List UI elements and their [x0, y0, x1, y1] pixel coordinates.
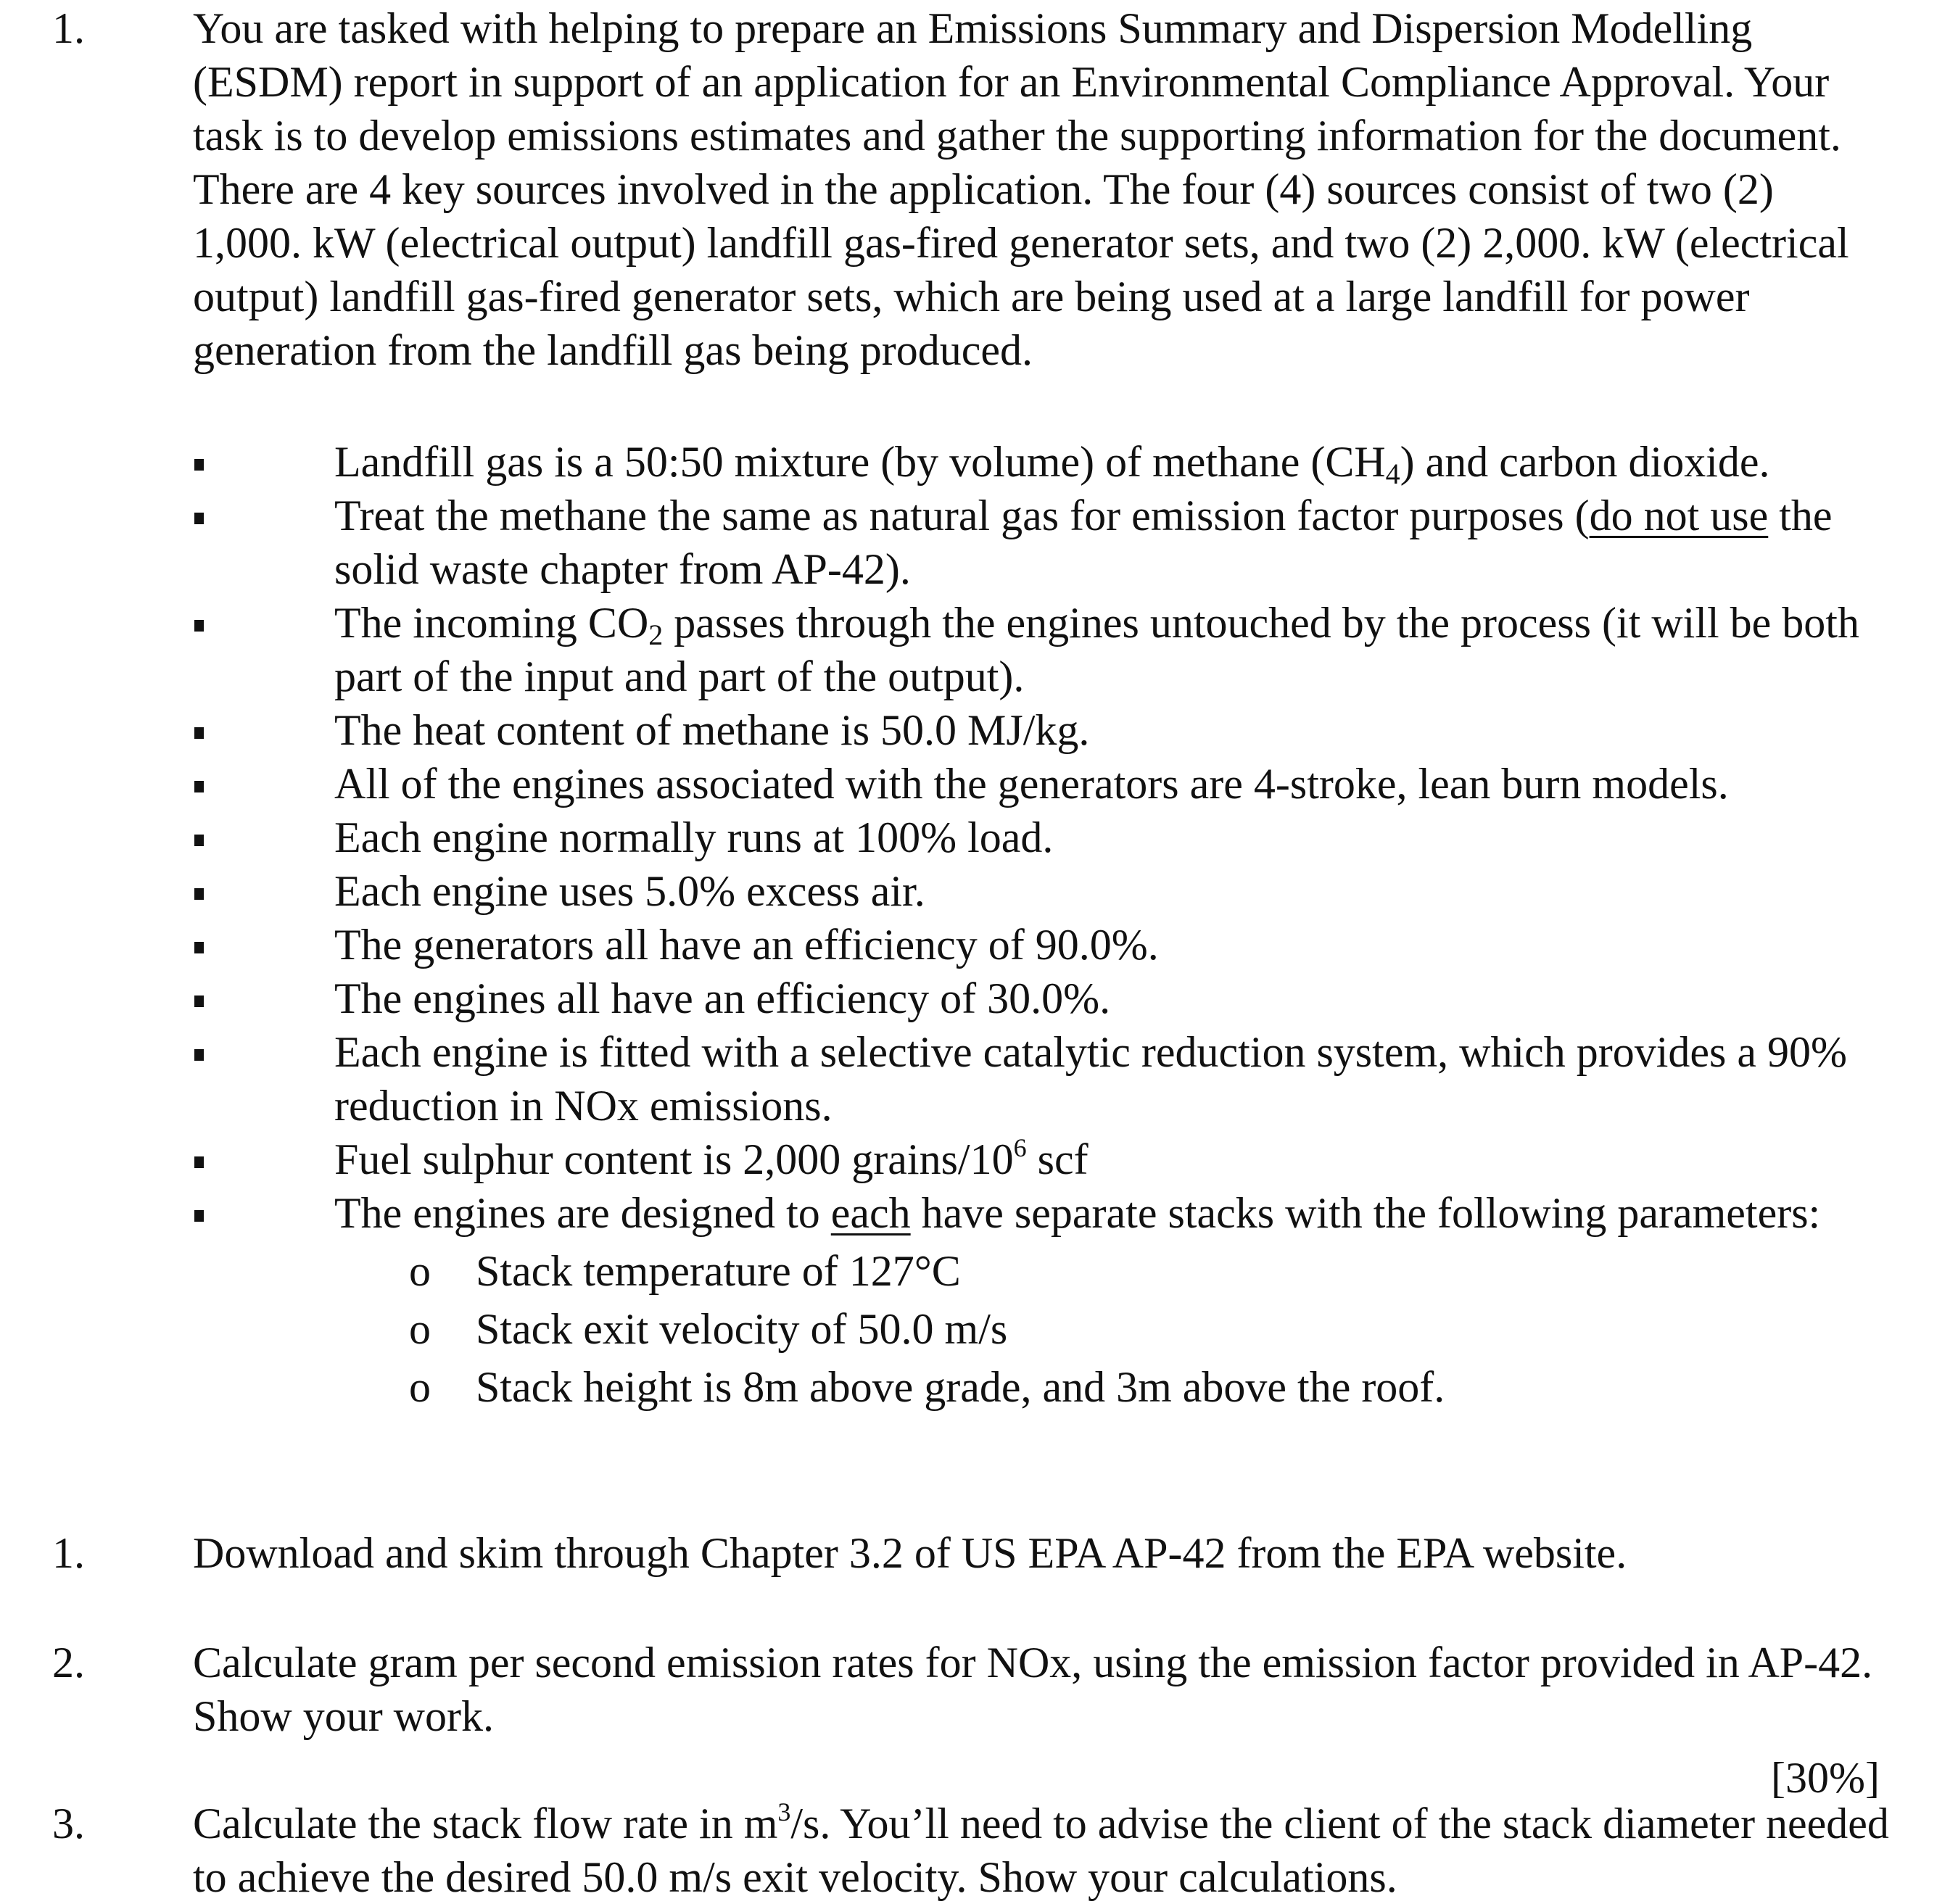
list-item: The heat content of methane is 50.0 MJ/kg.	[193, 703, 1890, 757]
square-bullet-icon	[194, 727, 204, 739]
question-text: Download and skim through Chapter 3.2 of US EPA AP-42 from the EPA website.	[193, 1529, 1627, 1577]
list-item: The engines are designed to each have separate stacks with the following parameters:	[193, 1186, 1890, 1240]
marks-weight: [30%]	[1771, 1754, 1880, 1802]
assumption-list	[193, 435, 1890, 1418]
stack-parameter-list	[193, 1244, 1890, 1414]
question-text: Calculate gram per second emission rates for NOx, using the emission factor provided in AP-42. Show your work.	[193, 1639, 1873, 1740]
circle-bullet-icon: o	[409, 1247, 431, 1295]
circle-bullet-icon: o	[409, 1305, 431, 1353]
list-item: The engines all have an efficiency of 30.0%.	[193, 972, 1890, 1025]
intro-paragraph: You are tasked with helping to prepare an Emissions Summary and Dispersion Modelling (ESDM) report in support of an application for an Environmental Compliance Approval. Your task is to develop emissions estimates and gather the supporting information for the document. There are 4 key sources involved in the application. The four (4) sources consist of two (2) 1,000. kW (electrical output) landfill gas-fired generator sets, and two (2) 2,000. kW (electrical output) landfill gas-fired generator sets, which are being used at a large landfill for power generation from the landfill gas being produced.	[193, 4, 1849, 374]
square-bullet-icon	[194, 620, 204, 632]
list-item: The incoming $CO_2$ passes through the engines untouched by the process (it will be both part of the input and part of the output).	[193, 596, 1890, 703]
list-item: o Stack temperature of 127°C	[193, 1244, 1890, 1298]
list-item: Each engine uses 5.0% excess air.	[193, 864, 1890, 918]
square-bullet-icon	[194, 835, 204, 846]
square-bullet-icon	[194, 888, 204, 900]
square-bullet-icon	[194, 1049, 204, 1061]
circle-bullet-icon: o	[409, 1363, 431, 1411]
list-item: Landfill gas is a 50:50 mixture (by volume) of methane $(CH_4)$ and carbon dioxide.	[193, 435, 1890, 489]
list-item: The generators all have an efficiency of 90.0%.	[193, 918, 1890, 972]
square-bullet-icon	[194, 996, 204, 1007]
square-bullet-icon	[194, 459, 204, 471]
list-item: o Stack height is 8m above grade, and 3m above the roof.	[193, 1360, 1890, 1414]
list-item: Each engine normally runs at 100% load.	[193, 811, 1890, 864]
square-bullet-icon	[194, 513, 204, 524]
question-text: Calculate the stack flow rate in $m^3/s$. You’ll need to advise the client of the stack diameter needed to achieve the desired 50.0 m/s exit velocity. Show your calculations.	[193, 1797, 1889, 1901]
list-item: All of the engines associated with the generators are 4-stroke, lean burn models.	[193, 757, 1890, 811]
list-item: Fuel sulphur content is 2,000 grains/$10^6$ scf	[193, 1133, 1890, 1186]
list-item: Each engine is fitted with a selective catalytic reduction system, which provides a 90% reduction in NOx emissions.	[193, 1025, 1890, 1133]
square-bullet-icon	[194, 942, 204, 953]
question-number: 1.	[52, 1529, 85, 1577]
square-bullet-icon	[194, 781, 204, 792]
square-bullet-icon	[194, 1210, 204, 1222]
question-number: 2.	[52, 1639, 85, 1686]
square-bullet-icon	[194, 1156, 204, 1168]
list-item: o Stack exit velocity of 50.0 m/s	[193, 1302, 1890, 1356]
question-number: 3.	[52, 1800, 85, 1847]
intro-number: 1.	[52, 4, 85, 52]
list-item: Treat the methane the same as natural gas for emission factor purposes (do not use the solid waste chapter from AP-42).	[193, 489, 1890, 596]
